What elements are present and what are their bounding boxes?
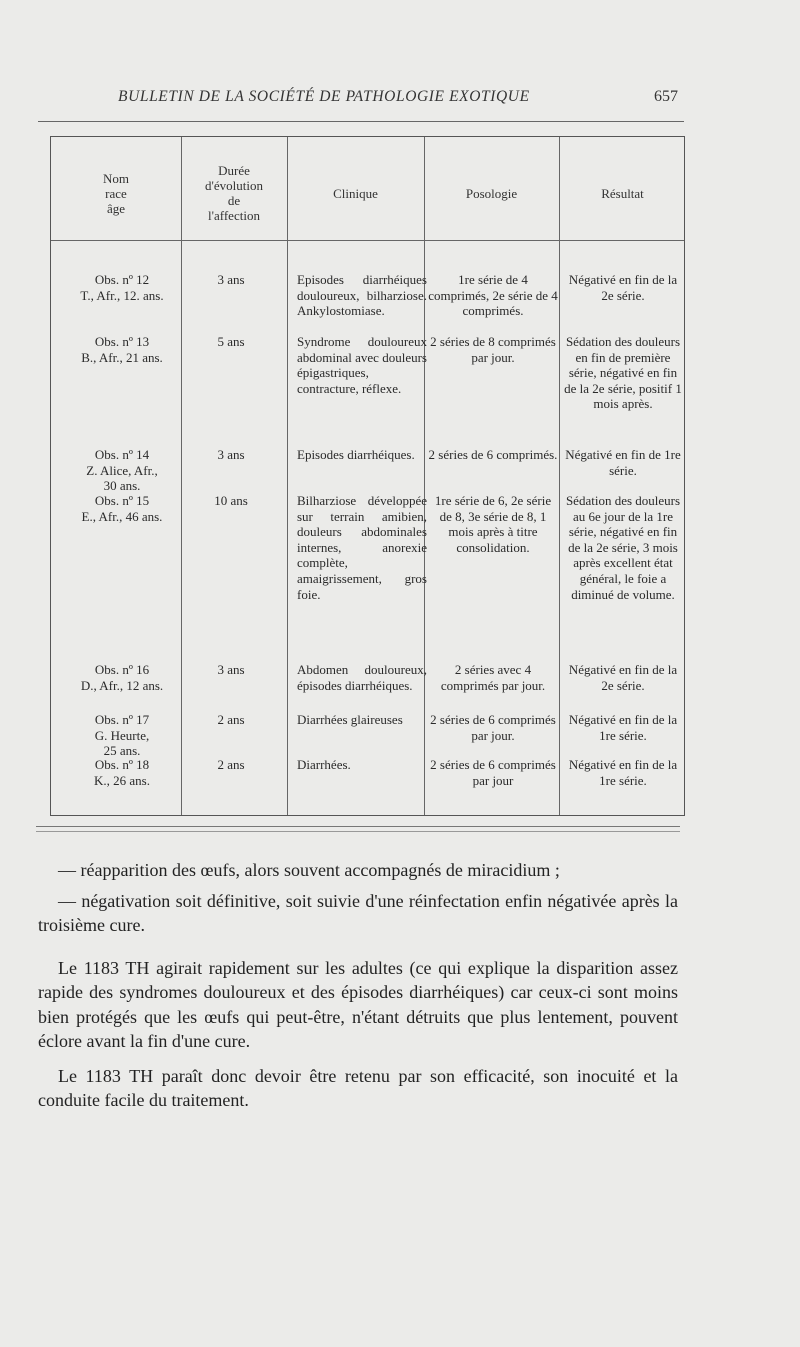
table-cell-obs: Obs. nº 18 K., 26 ans.	[94, 757, 150, 788]
table-cell-clinique: Diarrhées.	[297, 757, 351, 772]
column-header-duree: Durée d'évolution de l'affection	[205, 163, 263, 223]
table-cell-duree: 5 ans	[217, 334, 245, 349]
paragraph: Le 1183 TH agirait rapidement sur les adultes (ce qui explique la disparition assez rapide des syndromes douloureux et des épisodes diarrhéiques) car ceux-ci sont moins bien protégés que les œufs qui peut-être, n'étant détruits que plus lentement, pouvent éclore avant la fin d'une cure.	[38, 957, 678, 1051]
table-cell-clinique: Diarrhées glaireuses	[297, 712, 403, 727]
table-bottom-rule	[36, 831, 680, 832]
running-header	[118, 88, 678, 106]
table-cell-clinique: Abdomen douloureux, épisodes diarrhéiques.	[297, 662, 427, 693]
table-bottom-rule	[36, 826, 680, 827]
header-rule	[38, 121, 684, 122]
table-cell-clinique: Syndrome douloureux abdominal avec douleurs épigastriques, contracture, réflexe.	[297, 334, 427, 396]
column-header-clinique: Clinique	[333, 185, 378, 201]
table-cell-resultat: Négativé en fin de la 2e série.	[568, 662, 678, 693]
table-cell-duree: 3 ans	[217, 447, 245, 462]
table-cell-duree: 10 ans	[214, 493, 248, 508]
column-header-resultat: Résultat	[601, 185, 644, 201]
table-cell-posologie: 2 séries de 6 comprimés par jour	[430, 757, 556, 788]
table-cell-resultat: Sédation des douleurs en fin de première série, négativé en fin de la 2e série, positif 1 mois après.	[564, 334, 682, 412]
table-cell-clinique: Episodes diarrhéiques douloureux, bilharziose. Ankylostomiase.	[297, 272, 427, 319]
table-cell-obs: Obs. nº 12 T., Afr., 12. ans.	[80, 272, 164, 303]
table-cell-resultat: Négativé en fin de la 1re série.	[568, 712, 678, 743]
table-cell-posologie: 2 séries de 6 comprimés par jour.	[430, 712, 556, 743]
table-cell-duree: 3 ans	[217, 272, 245, 287]
table-cell-duree: 2 ans	[217, 712, 245, 727]
table-cell-duree: 3 ans	[217, 662, 245, 677]
table-cell-obs: Obs. nº 14 Z. Alice, Afr., 30 ans.	[86, 447, 158, 494]
table-cell-obs: Obs. nº 16 D., Afr., 12 ans.	[80, 662, 164, 693]
table-cell-posologie: 1re série de 6, 2e série de 8, 3e série de 8, 1 mois après à titre consolidation.	[434, 493, 552, 555]
paragraph: — réapparition des œufs, alors souvent accompagnés de miracidium ;	[58, 860, 560, 880]
body-text	[38, 858, 678, 1113]
page-number: 657	[654, 88, 678, 105]
table-cell-posologie: 2 séries de 6 comprimés.	[428, 447, 558, 462]
header-row-rule	[51, 240, 684, 241]
table-cell-posologie: 1re série de 4 comprimés, 2e série de 4 comprimés.	[428, 272, 558, 319]
observations-table	[50, 136, 685, 816]
table-cell-posologie: 2 séries de 8 comprimés par jour.	[430, 334, 556, 365]
table-cell-obs: Obs. nº 13 B., Afr., 21 ans.	[81, 334, 163, 365]
paragraph: — négativation soit définitive, soit suivie d'une réinfectation enfin négativée après la troisième cure.	[38, 890, 678, 935]
table-cell-posologie: 2 séries avec 4 comprimés par jour.	[440, 662, 546, 693]
table-cell-duree: 2 ans	[217, 757, 245, 772]
table-cell-resultat: Négativé en fin de 1re série.	[565, 447, 681, 478]
table-cell-resultat: Sédation des douleurs au 6e jour de la 1re série, négativé en fin de la 2e série, 3 mois après excellent état général, le foie a diminué de volume.	[565, 493, 681, 602]
table-cell-clinique: Bilharziose développée sur terrain amibien, douleurs abdominales internes, anorexie complète, amaigrissement, gros foie.	[297, 493, 427, 602]
table-cell-resultat: Négativé en fin de la 2e série.	[568, 272, 678, 303]
table-cell-clinique: Episodes diarrhéiques.	[297, 447, 415, 462]
table-cell-obs: Obs. nº 15 E., Afr., 46 ans.	[81, 493, 163, 524]
table-cell-obs: Obs. nº 17 G. Heurte, 25 ans.	[94, 712, 150, 759]
column-header-posologie: Posologie	[465, 185, 518, 201]
table-cell-resultat: Négativé en fin de la 1re série.	[568, 757, 678, 788]
running-title: BULLETIN DE LA SOCIÉTÉ DE PATHOLOGIE EXOTIQUE	[118, 88, 530, 105]
column-header-nom: Nom race âge	[103, 170, 129, 216]
paragraph: Le 1183 TH paraît donc devoir être retenu par son efficacité, son inocuité et la conduite facile du traitement.	[38, 1065, 678, 1110]
